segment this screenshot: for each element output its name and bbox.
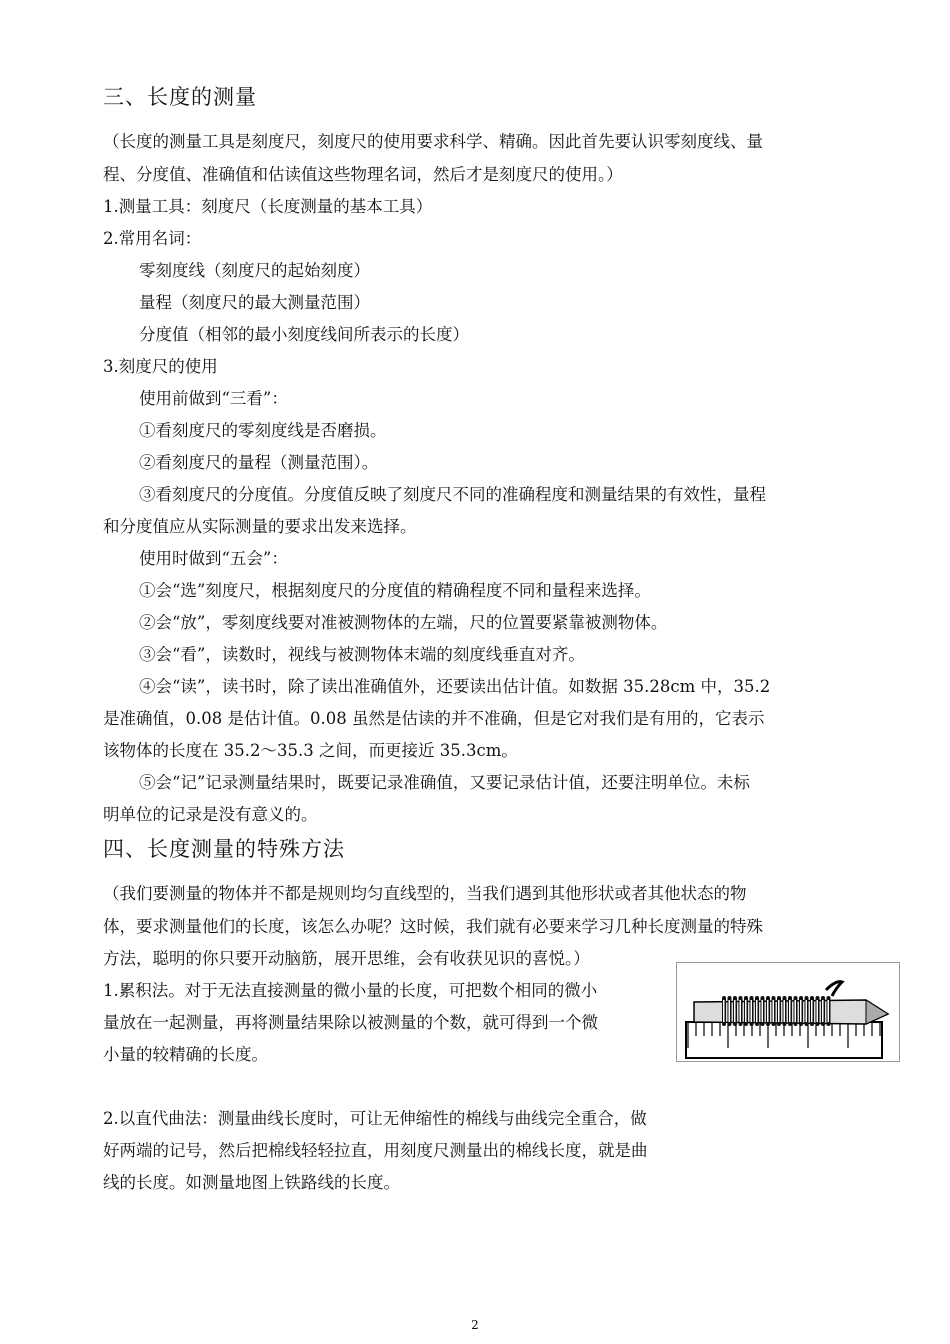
section4-intro-line2: 体，要求测量他们的长度，该怎么办呢？这时候，我们就有必要来学习几种长度测量的特殊 xyxy=(103,917,763,936)
coil-highlight xyxy=(751,1000,753,1022)
coil-highlight xyxy=(773,1000,775,1022)
coil-highlight xyxy=(740,1000,742,1022)
coil-highlight xyxy=(778,1000,780,1022)
before-use-heading: 使用前做到“三看”： xyxy=(139,389,288,408)
method1-line3: 小量的较精确的长度。 xyxy=(103,1045,268,1064)
coil-highlight xyxy=(734,1000,736,1022)
coil-highlight xyxy=(745,1000,747,1022)
coil-highlight xyxy=(800,1000,802,1022)
look-2: ②看刻度尺的量程（测量范围）。 xyxy=(139,453,379,472)
coil-highlight xyxy=(784,1000,786,1022)
skill-3: ③会“看”，读数时，视线与被测物体末端的刻度线垂直对齐。 xyxy=(139,645,585,664)
section4-title: 四、长度测量的特殊方法 xyxy=(103,837,345,861)
method2-line2: 好两端的记号，然后把棉线轻轻拉直，用刻度尺测量出的棉线长度，就是曲 xyxy=(103,1141,648,1160)
during-use-heading: 使用时做到“五会”： xyxy=(139,549,288,568)
coil-highlight xyxy=(789,1000,791,1022)
coil-highlight xyxy=(822,1000,824,1022)
coil-highlight xyxy=(756,1000,758,1022)
page-number: 2 xyxy=(471,1318,479,1332)
skill-5-line1: ⑤会“记”记录测量结果时，既要记录准确值，又要记录估计值，还要注明单位。未标 xyxy=(139,773,750,792)
method1-line1: 1.累积法。对于无法直接测量的微小量的长度，可把数个相同的微小 xyxy=(103,981,598,1000)
item-common-terms: 2.常用名词： xyxy=(103,229,202,248)
section4-intro-line3: 方法，聪明的你只要开动脑筋，展开思维，会有收获见识的喜悦。） xyxy=(103,949,590,968)
coil-highlight xyxy=(811,1000,813,1022)
item-ruler-use: 3.刻度尺的使用 xyxy=(103,357,218,376)
section4-intro-line1: （我们要测量的物体并不都是规则均匀直线型的，当我们遇到其他形状或者其他状态的物 xyxy=(103,884,747,903)
section3-intro-line1: （长度的测量工具是刻度尺，刻度尺的使用要求科学、精确。因此首先要认识零刻度线、量 xyxy=(103,132,763,151)
coil-highlight xyxy=(767,1000,769,1022)
coil-highlight xyxy=(762,1000,764,1022)
look-3-line1: ③看刻度尺的分度值。分度值反映了刻度尺不同的准确程度和测量结果的有效性，量程 xyxy=(139,485,766,504)
coil-highlight xyxy=(795,1000,797,1022)
section3-title: 三、长度的测量 xyxy=(103,85,257,109)
wire-coil-ruler-figure xyxy=(676,962,900,1062)
skill-1: ①会“选”刻度尺，根据刻度尺的分度值的精确程度不同和量程来选择。 xyxy=(139,581,651,600)
skill-4-line2: 是准确值，0.08 是估计值。0.08 虽然是估读的并不准确，但是它对我们是有用的，它表示 xyxy=(103,709,765,728)
term-division: 分度值（相邻的最小刻度线间所表示的长度） xyxy=(139,325,469,344)
method2-line3: 线的长度。如测量地图上铁路线的长度。 xyxy=(103,1173,400,1192)
skill-4-line1: ④会“读”，读书时，除了读出准确值外，还要读出估计值。如数据 35.28cm 中，35.2 xyxy=(139,677,771,696)
coil-highlight xyxy=(723,1000,725,1022)
coil-highlight xyxy=(806,1000,808,1022)
method1-line2: 量放在一起测量，再将测量结果除以被测量的个数，就可得到一个微 xyxy=(103,1013,598,1032)
coil-highlight xyxy=(729,1000,731,1022)
skill-5-line2: 明单位的记录是没有意义的。 xyxy=(103,805,318,824)
look-3-line2: 和分度值应从实际测量的要求出发来选择。 xyxy=(103,517,417,536)
skill-2: ②会“放”，零刻度线要对准被测物体的左端，尺的位置要紧靠被测物体。 xyxy=(139,613,668,632)
skill-4-line3: 该物体的长度在 35.2～35.3 之间，而更接近 35.3cm。 xyxy=(103,741,518,760)
section3-intro-line2: 程、分度值、准确值和估读值这些物理名词，然后才是刻度尺的使用。） xyxy=(103,165,623,184)
coil-highlight xyxy=(828,1000,830,1022)
coil-highlight xyxy=(817,1000,819,1022)
term-zero-line: 零刻度线（刻度尺的起始刻度） xyxy=(139,261,370,280)
look-1: ①看刻度尺的零刻度线是否磨损。 xyxy=(139,421,387,440)
item-measuring-tool: 1.测量工具：刻度尺（长度测量的基本工具） xyxy=(103,197,433,216)
method2-line1: 2.以直代曲法：测量曲线长度时，可让无伸缩性的棉线与曲线完全重合，做 xyxy=(103,1109,647,1128)
term-range: 量程（刻度尺的最大测量范围） xyxy=(139,293,370,312)
